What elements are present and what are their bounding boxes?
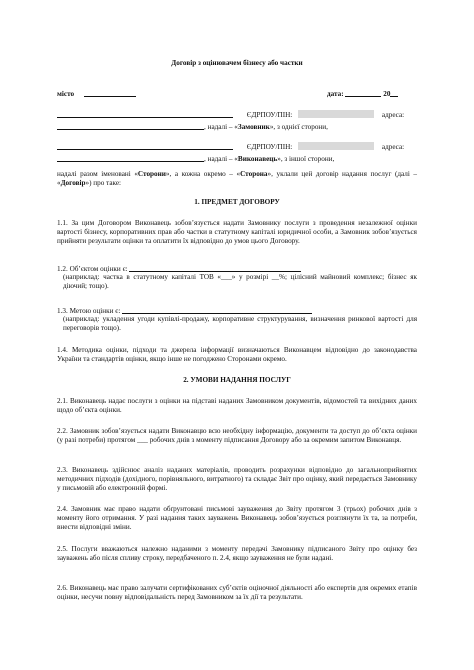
object-field[interactable]	[129, 264, 301, 272]
executor-edrpou-field[interactable]	[298, 142, 374, 150]
clause-2-4: 2.4. Замовник має право надати обґрунтовані письмові зауваження до Звіту протягом 3 (трьох) робочих днів з моменту його отримання. У разі надання таких зауважень Виконавець зобов’язується розглянути їх та, за потреби, внести відповідні зміни.	[57, 505, 417, 531]
clause-2-6: 2.6. Виконавець має право залучати сертифікованих суб’єктів оціночної діяльності або експертів для окремих етапів оцінки, несучи повну відповідальність перед Замовником за їх дії та результати.	[57, 584, 417, 601]
executor-edrpou-label: ЄДРПОУ/ПІН:	[246, 143, 293, 151]
executor-line-2	[57, 154, 334, 164]
clause-1-3-example: (наприклад: укладення угоди купівлі-продажу, корпоративне структурування, визначення ринкової вартості для переговорів тощо).	[63, 315, 417, 332]
clause-2-5: 2.5. Послуги вважаються належно наданими з моменту передачі Замовнику підписаного Звіту про оцінку без зауважень або після спливу строку, передбаченого п. 2.4, якщо зауваження не були надані.	[57, 545, 417, 562]
clause-2-1: 2.1. Виконавець надає послуги з оцінки на підставі наданих Замовником документів, відомостей та вихідних даних щодо об’єкта оцінки.	[57, 397, 417, 414]
year-field[interactable]	[390, 89, 398, 97]
executor-line-1	[57, 142, 404, 152]
customer-suffix-1: , надалі – «	[204, 123, 238, 131]
clause-1-2-example: (наприклад: частка в статутному капіталі ТОВ «___» у розмірі __%; цілісний майновий комплекс; бізнес як діючий; тощо).	[63, 273, 417, 290]
clause-1-3-label: 1.3. Метою оцінки є:	[57, 307, 121, 315]
city-row	[57, 89, 136, 99]
customer-name-field[interactable]	[57, 110, 233, 118]
executor-name-field[interactable]	[57, 142, 233, 150]
clause-2-3: 2.3. Виконавець здійснює аналіз наданих матеріалів, проводить розрахунки відповідно до загальноприйнятих методичних підходів (дохідного, порівняльного, витратного) та складає Звіт про оцінку, який передається Замовнику у письмовій або електронній формі.	[57, 466, 417, 492]
customer-line-1	[57, 110, 404, 120]
date-row	[327, 89, 398, 99]
executor-role: Виконавець	[237, 155, 278, 163]
executor-suffix-1: , надалі – «	[204, 155, 238, 163]
customer-address-label: адреса:	[381, 111, 405, 119]
customer-suffix-2: », з однієї сторони,	[269, 123, 328, 131]
clause-2-2: 2.2. Замовник зобов’язується надати Виконавцю всю необхідну інформацію, документи та доступ до об’єкта оцінки (у разі потреби) протягом ___ робочих днів з моменту підписання Договору або за окремим запитом Виконавця.	[57, 427, 417, 444]
executor-suffix-2: », з іншої сторони,	[277, 155, 335, 163]
clause-1-1: 1.1. За цим Договором Виконавець зобов’язується надати Замовнику послуги з проведення незалежної оцінки вартості бізнесу, корпоративних прав або частки в статутному капіталі юридичної особи, а Замовник зобов’язується прийняти результати оцінки та оплатити їх відповідно до умов цього Договору.	[57, 219, 417, 245]
clause-1-2-label: 1.2. Об’єктом оцінки є:	[57, 265, 128, 273]
document-title: Договір з оцінювачем бізнесу або частки	[171, 59, 303, 67]
clause-1-4: 1.4. Методика оцінки, підходи та джерела інформації визначаються Виконавцем відповідно до законодавства України та стандартів оцінки, якщо інше не погоджено Сторонами окремо.	[57, 346, 417, 363]
customer-role: Замовник	[237, 123, 270, 131]
customer-edrpou-field[interactable]	[298, 110, 374, 118]
customer-edrpou-label: ЄДРПОУ/ПІН:	[246, 111, 293, 119]
year-prefix: 20	[383, 90, 391, 98]
purpose-field[interactable]	[122, 306, 312, 314]
section-1-heading: 1. ПРЕДМЕТ ДОГОВОРУ	[194, 198, 280, 206]
executor-address-field[interactable]	[57, 154, 204, 162]
section-2-heading: 2. УМОВИ НАДАННЯ ПОСЛУГ	[183, 376, 291, 384]
city-field[interactable]	[84, 89, 136, 97]
intro-paragraph: надалі разом іменовані «Сторони», а кожна окремо – «Сторона», уклали цей договір надання послуг (далі – «Договір») про таке:	[57, 170, 418, 187]
city-label: місто	[57, 90, 75, 98]
customer-line-2	[57, 122, 328, 132]
executor-address-label: адреса:	[381, 143, 405, 151]
date-label: дата:	[327, 90, 344, 98]
date-field[interactable]	[345, 89, 381, 97]
customer-address-field[interactable]	[57, 122, 204, 130]
